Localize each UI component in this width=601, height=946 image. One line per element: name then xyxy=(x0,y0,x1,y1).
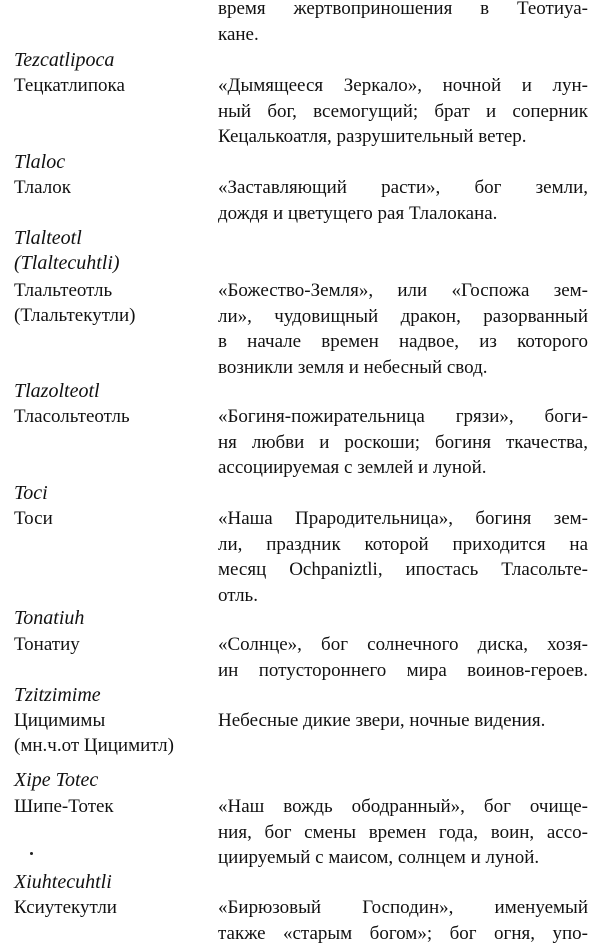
entry-latin-name: Toci xyxy=(14,481,48,506)
entry-russian-name: Тлалок xyxy=(14,175,71,200)
entry-russian-name-alt: (мн.ч.от Цицимитл) xyxy=(14,733,174,758)
entry-description xyxy=(218,404,588,481)
text-line: возникли земля и небесный свод. xyxy=(218,355,588,381)
text-line: месяц Ochpaniztli, ипостась Тласольте- xyxy=(218,557,588,583)
entry-latin-name: Tonatiuh xyxy=(14,606,84,631)
text-line: Небесные дикие звери, ночные видения. xyxy=(218,708,588,734)
text-line: Кецалькоатля, разрушительный ветер. xyxy=(218,124,588,150)
entry-latin-name: Tezcatlipoca xyxy=(14,48,114,73)
entry-russian-name: Шипе-Тотек xyxy=(14,794,114,819)
entry-russian-name: Ксиутекутли xyxy=(14,895,117,920)
text-line: циируемый с маисом, солнцем и луной. xyxy=(218,845,588,871)
text-line: время жертвоприношения в Теотиуа- xyxy=(218,0,588,22)
text-line: «Божество-Земля», или «Госпожа зем- xyxy=(218,278,588,304)
text-line: в начале времен надвое, из которого xyxy=(218,329,588,355)
entry-latin-name: Tlazolteotl xyxy=(14,379,100,404)
entry-description xyxy=(218,895,588,946)
text-line: ния, бог смены времен года, воин, ассо- xyxy=(218,820,588,846)
text-line: отль. xyxy=(218,583,588,609)
entry-description xyxy=(218,708,588,734)
text-line: «Богиня-пожирательница грязи», боги- xyxy=(218,404,588,430)
entry-description xyxy=(218,506,588,608)
text-line: «Заставляющий расти», бог земли, xyxy=(218,175,588,201)
entry-latin-name: Xipe Totec xyxy=(14,768,98,793)
entry-russian-name: Тлальтеотль xyxy=(14,278,112,303)
entry-russian-name: Тласольтеотль xyxy=(14,404,130,429)
text-line: кане. xyxy=(218,22,588,48)
text-line: «Бирюзовый Господин», именуемый xyxy=(218,895,588,921)
text-line: «Наша Прародительница», богиня зем- xyxy=(218,506,588,532)
entry-description xyxy=(218,632,588,683)
entry-russian-name: Тоси xyxy=(14,506,53,531)
text-line: «Наш вождь ободранный», бог очище- xyxy=(218,794,588,820)
text-line: также «старым богом»; бог огня, упо- xyxy=(218,921,588,946)
entry-latin-name: Xiuhtecuhtli xyxy=(14,870,112,895)
text-line: ня любви и роскоши; богиня ткачества, xyxy=(218,430,588,456)
text-line: ный бог, всемогущий; брат и соперник xyxy=(218,99,588,125)
entry-description xyxy=(218,175,588,226)
entry-russian-name: Тонатиу xyxy=(14,632,80,657)
text-line: ассоциируемая с землей и луной. xyxy=(218,455,588,481)
continuation-text xyxy=(218,0,588,47)
entry-description xyxy=(218,794,588,871)
entry-latin-name: Tlaloc xyxy=(14,150,65,175)
entry-russian-name-alt: (Тлальтекутли) xyxy=(14,303,136,328)
entry-latin-name: Tlalteotl xyxy=(14,226,82,251)
text-line: «Дымящееся Зеркало», ночной и лун- xyxy=(218,73,588,99)
text-line: дождя и цветущего рая Тлалокана. xyxy=(218,201,588,227)
text-line: ли, праздник которой приходится на xyxy=(218,532,588,558)
text-line: ин потустороннего мира воинов-героев. xyxy=(218,658,588,684)
entry-russian-name: Тецкатлипока xyxy=(14,73,125,98)
print-speck xyxy=(30,852,33,855)
entry-latin-name-alt: (Tlaltecuhtli) xyxy=(14,251,120,276)
text-line: ли», чудовищный дракон, разорванный xyxy=(218,304,588,330)
entry-latin-name: Tzitzimime xyxy=(14,683,101,708)
entry-description xyxy=(218,73,588,150)
text-line: «Солнце», бог солнечного диска, хозя- xyxy=(218,632,588,658)
entry-russian-name: Цицимимы xyxy=(14,708,105,733)
entry-description xyxy=(218,278,588,380)
